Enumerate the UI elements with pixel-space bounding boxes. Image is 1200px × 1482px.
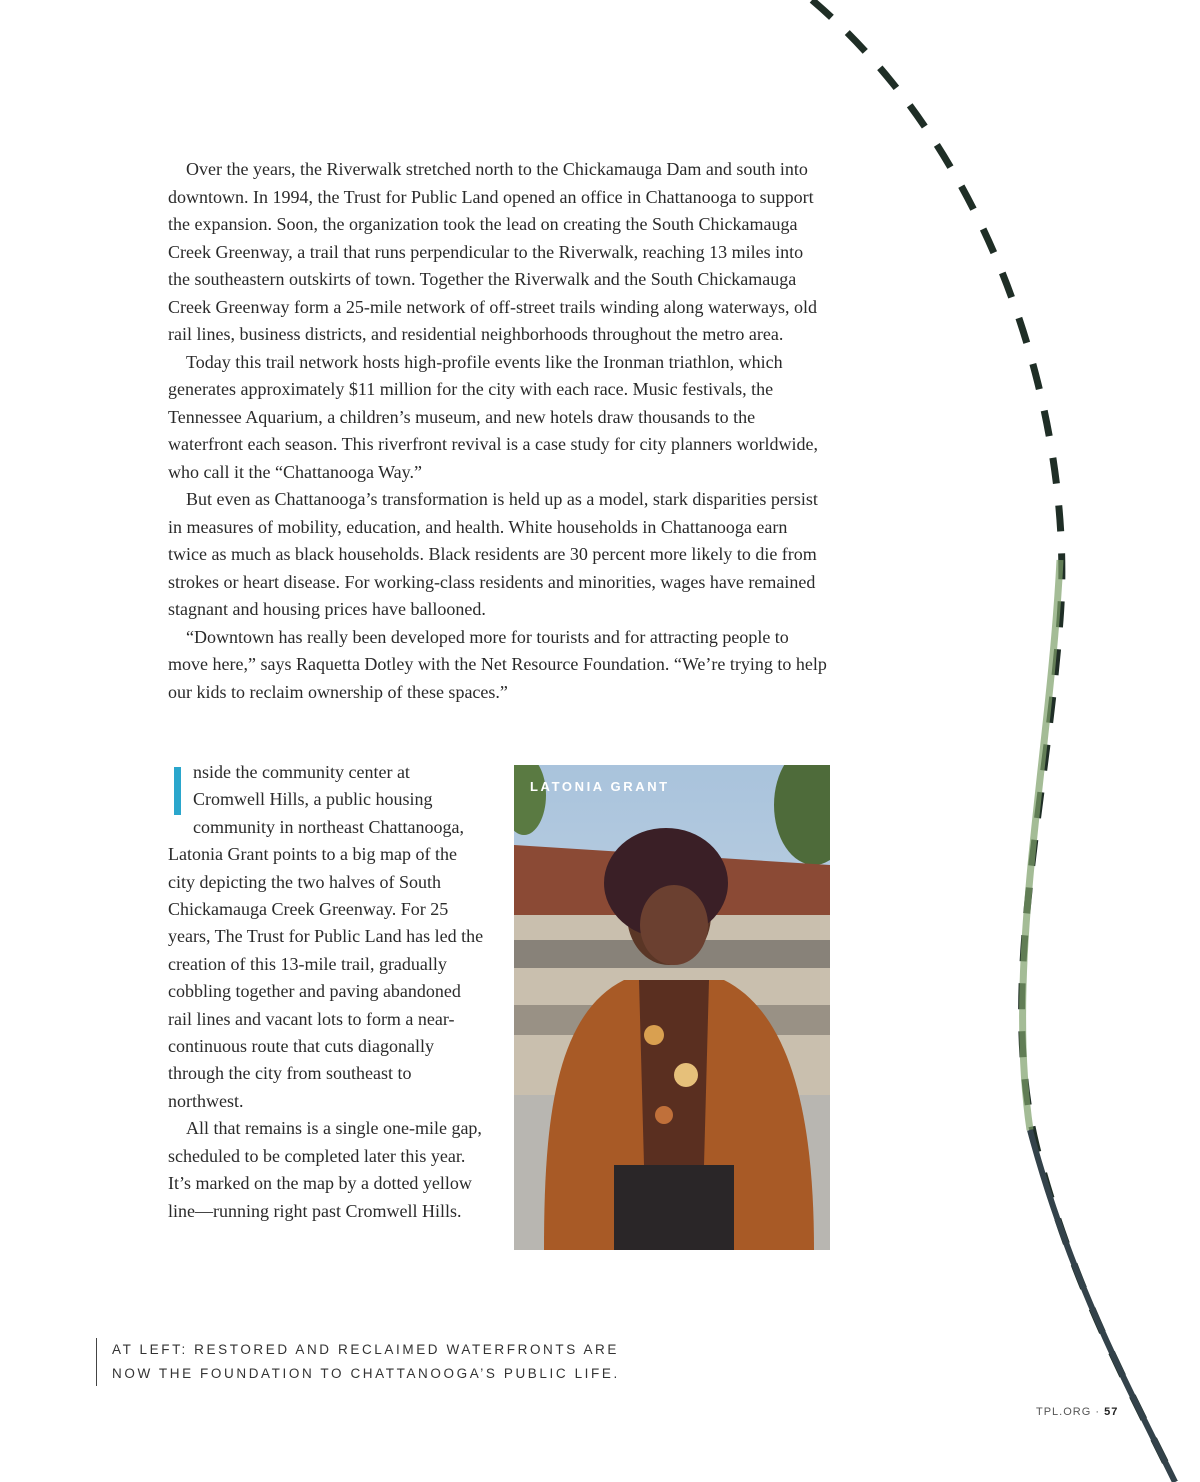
photo-blouse-pattern-3: [655, 1106, 673, 1124]
trail-curve-dashes: [812, 0, 1175, 1482]
trail-curve-bottom-segment: [1030, 1130, 1175, 1482]
article-paragraph: “Downtown has really been developed more for tourists and for attracting people to move here,” says Raquetta Dotley with the Net Resource Foundation. “We’re trying to help our kids to reclaim ownership of these spaces.”: [168, 626, 827, 702]
folio-separator: ·: [1095, 1406, 1101, 1418]
page-number: 57: [1104, 1406, 1119, 1418]
page-caption: [96, 1338, 620, 1386]
folio-site: TPL.ORG: [1036, 1406, 1092, 1418]
dropcap-i: [174, 767, 181, 815]
photo-blouse-pattern-2: [674, 1063, 698, 1087]
latonia-grant-photo: [514, 765, 830, 1250]
article-paragraph: Today this trail network hosts high-profile events like the Ironman triathlon, which generates approximately $11 million for the city with each race. Music festivals, the Tennessee Aquarium, a children’s museum, and new hotels draw thousands to the waterfront each season. This riverfront revival is a case study for city planners worldwide, who call it the “Chattanooga Way.”: [168, 351, 818, 482]
photo-pants: [614, 1165, 734, 1250]
caption-line: NOW THE FOUNDATION TO CHATTANOOGA’S PUBLIC LIFE.: [112, 1366, 620, 1381]
trail-curve-solid-segment: [1023, 560, 1060, 1130]
section-two-second-paragraph: All that remains is a single one-mile gap, scheduled to be completed later this year. It’s marked on the map by a dotted yellow line—running right past Cromwell Hills.: [168, 1118, 482, 1221]
page-folio: [1036, 1406, 1118, 1418]
photo-blouse-pattern: [644, 1025, 664, 1045]
caption-line: AT LEFT: RESTORED AND RECLAIMED WATERFRONTS ARE: [112, 1342, 620, 1357]
portrait-illustration: [514, 765, 830, 1250]
photo-label: LATONIA GRANT: [530, 779, 670, 794]
article-paragraph: Over the years, the Riverwalk stretched north to the Chickamauga Dam and south into downtown. In 1994, the Trust for Public Land opened an office in Chattanooga to support the expansion. Soon, the organization took the lead on creating the South Chickamauga Creek Greenway, a trail that runs perpendicular to the Riverwalk, reaching 13 miles into the southeastern outskirts of town. Together the Riverwalk and the South Chickamauga Creek Greenway form a 25-mile network of off-street trails winding along waterways, old rail lines, business districts, and residential neighborhoods throughout the metro area.: [168, 159, 817, 344]
photo-face-front: [640, 885, 708, 965]
photo-blouse: [639, 980, 709, 1165]
article-body: [168, 156, 828, 706]
article-paragraph: But even as Chattanooga’s transformation is held up as a model, stark disparities persist in measures of mobility, education, and health. White households in Chattanooga earn twice as much as black households. Black residents are 30 percent more likely to die from strokes or heart disease. For working-class residents and minorities, wages have remained stagnant and housing prices have ballooned.: [168, 489, 818, 619]
section-two-column: [168, 759, 486, 1225]
section-two-first-text: nside the community center at Cromwell Hills, a public housing community in northeast Chattanooga, Latonia Grant points to a big map of the city depicting the two halves of South Chickamauga Creek Greenway. For 25 years, The Trust for Public Land has led the creation of this 13-mile trail, gradually cobbling together and paving abandoned rail lines and vacant lots to form a near-continuous route that cuts diagonally through the city from southeast to northwest.: [168, 762, 484, 1111]
section-two-first-paragraph: [168, 759, 486, 1115]
